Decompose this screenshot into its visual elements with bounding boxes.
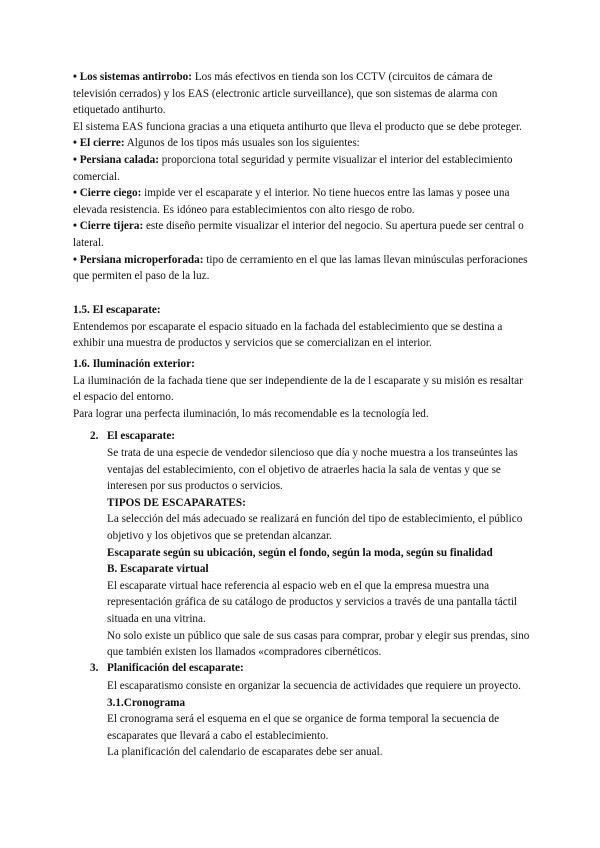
subheading-escaparate-virtual: B. Escaparate virtual xyxy=(107,563,209,576)
section-paragraph: No solo existe un público que sale de sus casas para comprar, probar y elegir sus prendas, sino que también existen los llamados «compradores cibernéticos. xyxy=(107,629,530,659)
subheading-tipos: TIPOS DE ESCAPARATES: xyxy=(107,496,246,509)
section-1-5 xyxy=(73,302,533,352)
section-3-body xyxy=(107,678,533,761)
section-paragraph: El escaparate virtual hace referencia al espacio web en el que la empresa muestra una representación gráfica de su catálogo de productos y servicios a través de una pantalla táctil situada en una vitrina. xyxy=(107,579,518,625)
security-bullets xyxy=(73,69,533,285)
bullet-term: • Cierre tijera: xyxy=(73,220,144,233)
section-paragraph: La iluminación de la fachada tiene que ser independiente de la de l escaparate y su misión es resaltar el espacio del entorno. xyxy=(73,374,523,404)
section-heading: El escaparate: xyxy=(107,430,176,442)
bullet-term: • Persiana calada: xyxy=(73,153,159,166)
bullet-term: • Persiana microperforada: xyxy=(73,253,204,266)
bullet-text: este diseño permite visualizar el interior del negocio. Su apertura puede ser central o lateral. xyxy=(73,220,524,249)
bullet-term: • El cierre: xyxy=(73,137,125,150)
section-heading: 1.6. Iluminación exterior: xyxy=(73,358,195,370)
subheading-tipos-list: Escaparate según su ubicación, según el fondo, según la moda, según su finalidad xyxy=(107,546,493,559)
section-paragraph: La selección del más adecuado se realizará en función del tipo de establecimiento, el público objetivo y los objetivos que se pretendan alcanzar. xyxy=(107,513,523,542)
bullet-persiana-calada xyxy=(73,152,533,185)
section-paragraph: El cronograma será el esquema en el que se organice de forma temporal la secuencia de escaparates que llevará a cabo el establecimiento. xyxy=(107,713,500,742)
subheading-cronograma: 3.1.Cronograma xyxy=(107,696,186,709)
section-heading: 1.5. El escaparate: xyxy=(73,304,161,316)
bullet-term: • Cierre ciego: xyxy=(73,187,142,200)
paragraph-eas xyxy=(73,119,533,136)
bullet-antirrobo xyxy=(73,69,533,119)
section-1-6 xyxy=(73,356,533,422)
bullet-text: Algunos de los tipos más usuales son los siguientes: xyxy=(124,137,360,150)
bullet-term: • Los sistemas antirrobo: xyxy=(73,71,193,83)
section-paragraph: La planificación del calendario de escaparates debe ser anual. xyxy=(107,746,383,759)
bullet-text: El sistema EAS funciona gracias a una etiqueta antihurto que lleva el producto que se debe proteger. xyxy=(73,120,522,133)
section-heading: Planificación del escaparate: xyxy=(107,662,244,674)
bullet-text: tipo de cerramiento en el que las lamas llevan minúsculas perforaciones que permiten el paso de la luz. xyxy=(73,253,528,283)
bullet-text: Los más efectivos en tienda son los CCTV (circuitos de cámara de televisión cerrados) y los EAS (electronic article surveillance), que son sistemas de alarma con etiquetado antihurto. xyxy=(73,71,498,117)
section-paragraph: Entendemos por escaparate el espacio situado en la fachada del establecimiento que se destina a exhibir una muestra de productos y servicios que se comercializan en el interior. xyxy=(73,320,503,350)
bullet-cierre-ciego xyxy=(73,185,533,218)
section-number: 2. xyxy=(90,430,99,442)
section-paragraph: El escaparatismo consiste en organizar la secuencia de actividades que requiere un proyecto. xyxy=(107,680,521,692)
section-2-body xyxy=(107,445,533,661)
bullet-text: impide ver el escaparate y el interior. No tiene huecos entre las lamas y posee una elevada resistencia. Es idóneo para establecimientos con alto riesgo de robo. xyxy=(73,187,510,216)
section-paragraph: Para lograr una perfecta iluminación, lo más recomendable es la tecnología led. xyxy=(73,407,429,420)
section-paragraph: Se trata de una especie de vendedor silencioso que día y noche muestra a los transeúntes las ventajas del establecimiento, con el objetivo de atraerles hacia la sala de ventas y que se interesen por sus productos o servicios. xyxy=(107,447,518,493)
bullet-text: proporciona total seguridad y permite visualizar el interior del establecimiento comercial. xyxy=(73,153,513,183)
bullet-persiana-microperforada xyxy=(73,252,533,285)
section-number: 3. xyxy=(90,662,99,674)
bullet-cierre xyxy=(73,135,533,152)
bullet-cierre-tijera xyxy=(73,218,533,251)
